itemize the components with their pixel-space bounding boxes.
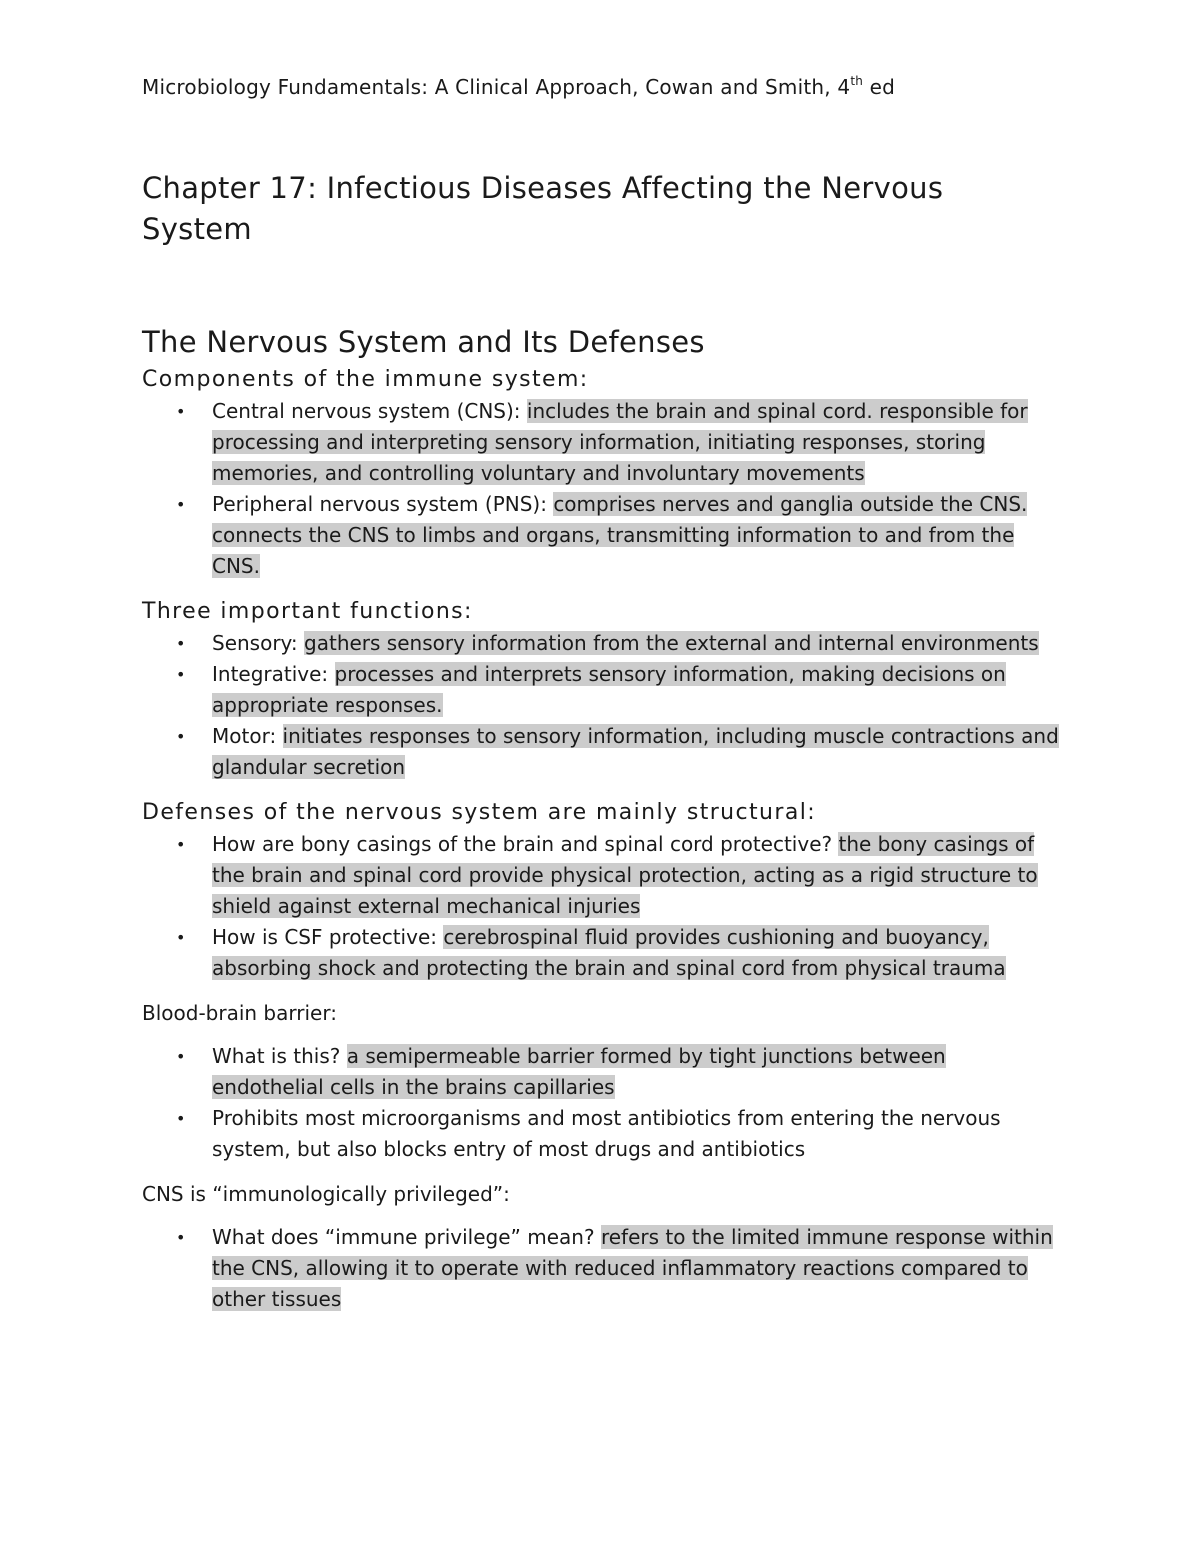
item-label: Sensory: <box>212 631 305 655</box>
book-header-text: Microbiology Fundamentals: A Clinical Approach, Cowan and Smith, 4 <box>142 75 851 99</box>
list-item <box>176 489 1062 582</box>
item-label: How is CSF protective: <box>212 925 444 949</box>
defenses-list <box>142 829 1062 984</box>
components-list <box>142 396 1062 582</box>
functions-list <box>142 628 1062 783</box>
item-label: Peripheral nervous system (PNS): <box>212 492 554 516</box>
list-item <box>176 659 1062 721</box>
list-item <box>176 396 1062 489</box>
bullet-icon: • <box>176 835 186 854</box>
item-answer: cerebrospinal fluid provides cushioning and buoyancy, absorbing shock and protecting the brain and spinal cord from physical trauma <box>212 925 1006 980</box>
bullet-icon: • <box>176 402 186 421</box>
bullet-icon: • <box>176 727 186 746</box>
bullet-icon: • <box>176 495 186 514</box>
list-item <box>176 1222 1062 1315</box>
list-item <box>176 922 1062 984</box>
section-title: The Nervous System and Its Defenses <box>142 325 705 359</box>
item-label: Motor: <box>212 724 283 748</box>
item-label: Integrative: <box>212 662 335 686</box>
list-item <box>176 1103 1062 1165</box>
item-label: Central nervous system (CNS): <box>212 399 527 423</box>
item-label: What is this? <box>212 1044 347 1068</box>
document-page <box>142 72 1062 1315</box>
components-heading: Components of the immune system: <box>142 367 589 392</box>
item-label: How are bony casings of the brain and spinal cord protective? <box>212 832 839 856</box>
item-answer: a semipermeable barrier formed by tight junctions between endothelial cells in the brains capillaries <box>212 1044 946 1099</box>
list-item <box>176 721 1062 783</box>
functions-heading: Three important functions: <box>142 599 473 624</box>
bbb-heading: Blood-brain barrier: <box>142 1001 337 1025</box>
privilege-list <box>142 1222 1062 1315</box>
item-answer: gathers sensory information from the external and internal environments <box>304 631 1039 655</box>
item-answer: processes and interprets sensory information, making decisions on appropriate responses. <box>212 662 1006 717</box>
item-answer: initiates responses to sensory information, including muscle contractions and glandular secretion <box>212 724 1059 779</box>
item-label: Prohibits most microorganisms and most antibiotics from entering the nervous system, but also blocks entry of most drugs and antibiotics <box>212 1106 1001 1161</box>
bullet-icon: • <box>176 1047 186 1066</box>
bullet-icon: • <box>176 1109 186 1128</box>
bullet-icon: • <box>176 634 186 653</box>
privilege-heading: CNS is “immunologically privileged”: <box>142 1182 510 1206</box>
edition-tail: ed <box>863 75 896 99</box>
item-answer: the bony casings of the brain and spinal cord provide physical protection, acting as a rigid structure to shield against external mechanical injuries <box>212 832 1038 918</box>
item-answer: comprises nerves and ganglia outside the CNS. connects the CNS to limbs and organs, transmitting information to and from the CNS. <box>212 492 1028 578</box>
book-header <box>142 72 1062 102</box>
chapter-title: Chapter 17: Infectious Diseases Affecting the Nervous System <box>142 171 944 246</box>
item-label: What does “immune privilege” mean? <box>212 1225 601 1249</box>
bullet-icon: • <box>176 1228 186 1247</box>
bullet-icon: • <box>176 665 186 684</box>
list-item <box>176 829 1062 922</box>
list-item <box>176 1041 1062 1103</box>
item-answer: includes the brain and spinal cord. responsible for processing and interpreting sensory information, initiating responses, storing memories, and controlling voluntary and involuntary movements <box>212 399 1028 485</box>
defenses-heading: Defenses of the nervous system are mainly structural: <box>142 800 817 825</box>
list-item <box>176 628 1062 659</box>
bbb-list <box>142 1041 1062 1165</box>
bullet-icon: • <box>176 928 186 947</box>
item-answer: refers to the limited immune response within the CNS, allowing it to operate with reduced inflammatory reactions compared to other tissues <box>212 1225 1053 1311</box>
edition-superscript: th <box>850 74 864 88</box>
